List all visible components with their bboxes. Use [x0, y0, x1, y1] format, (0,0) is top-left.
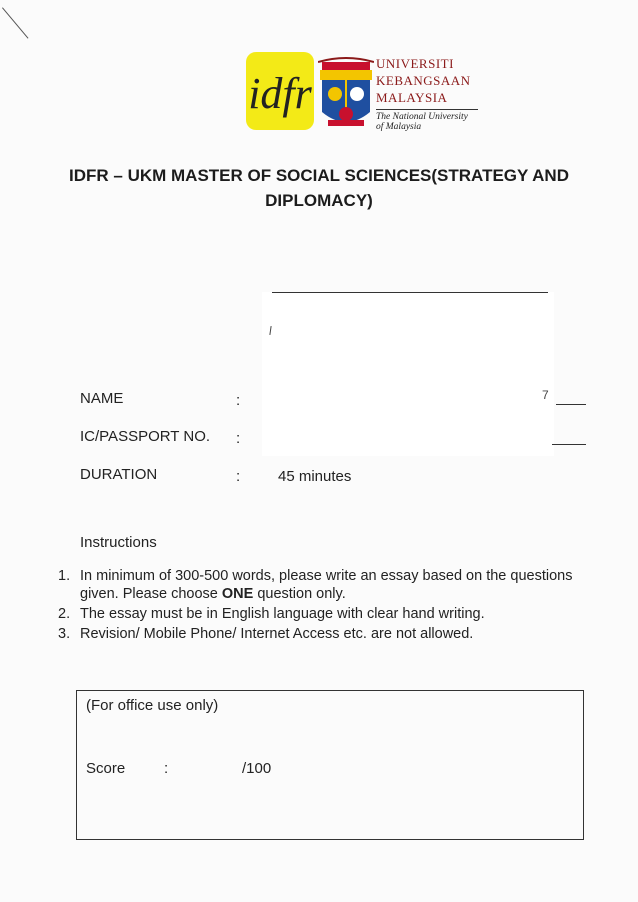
instruction-number: 2. — [58, 606, 71, 622]
idfr-logo — [246, 52, 314, 130]
ic-passport-label: IC/PASSPORT NO. — [80, 428, 211, 445]
title-line-1: IDFR – UKM MASTER OF SOCIAL SCIENCES(STRATEGY AND — [69, 166, 569, 185]
university-name-line-1: UNIVERSITI — [376, 56, 454, 71]
name-underline — [556, 404, 586, 405]
name-colon: : — [236, 392, 241, 409]
duration-value: 45 minutes — [278, 468, 352, 485]
instruction-text: The essay must be in English language with clear hand writing. — [80, 606, 485, 622]
instruction-item-3 — [58, 625, 610, 643]
score-max: /100 — [242, 760, 272, 777]
scan-artifact — [2, 7, 28, 38]
instruction-emphasis: ONE — [221, 586, 254, 602]
instruction-text: In minimum of 300-500 words, please write an essay based on the questions given. Please choose — [80, 568, 573, 602]
instruction-number: 3. — [58, 626, 71, 642]
instruction-item-1 — [58, 567, 610, 603]
score-colon: : — [164, 760, 169, 777]
office-use-label: (For office use only) — [86, 697, 219, 714]
redacted-area-top-rule — [272, 292, 548, 293]
redacted-area — [262, 292, 554, 456]
instruction-item-2 — [58, 605, 610, 623]
margin-mark: 7 — [542, 388, 549, 402]
ukm-crest-icon — [318, 54, 374, 132]
duration-label: DURATION — [80, 466, 158, 483]
university-english-line-2: of Malaysia — [376, 122, 422, 132]
ic-underline — [552, 444, 586, 445]
university-name-line-3: MALAYSIA — [376, 90, 448, 105]
score-label: Score — [86, 760, 126, 777]
instruction-text-end: question only. — [253, 586, 346, 602]
instructions-list — [58, 567, 610, 645]
title-line-2: DIPLOMACY) — [265, 191, 373, 210]
ic-passport-colon: : — [236, 430, 241, 447]
university-english-line-1: The National University — [376, 112, 468, 122]
instructions-heading: Instructions — [80, 534, 157, 551]
name-label: NAME — [80, 390, 124, 407]
duration-colon: : — [236, 468, 241, 485]
university-name-rule — [376, 109, 478, 110]
university-name-line-2: KEBANGSAAN — [376, 73, 471, 88]
instruction-text: Revision/ Mobile Phone/ Internet Access etc. are not allowed. — [80, 626, 474, 642]
idfr-logo-text: idfr — [248, 69, 312, 118]
document-title — [40, 163, 598, 213]
idfr-logo-mark — [246, 52, 314, 130]
instruction-number: 1. — [58, 568, 71, 584]
